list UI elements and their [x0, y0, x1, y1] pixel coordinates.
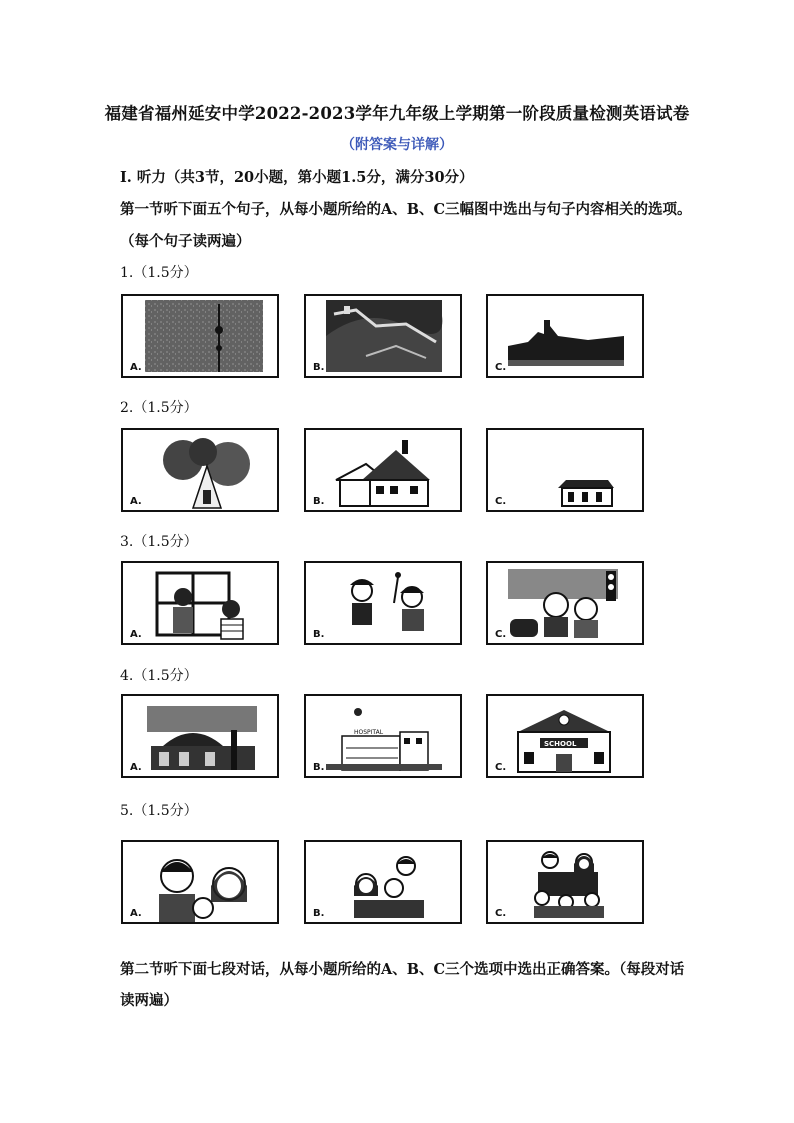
q3-option-c-picture[interactable] [486, 561, 644, 645]
option-c-marker: C. [495, 496, 507, 507]
kids-window-icon [123, 563, 277, 643]
question-3-label: 3.（1.5分） [120, 534, 198, 550]
school-building-icon [488, 696, 642, 776]
q3-option-a-picture[interactable] [121, 561, 279, 645]
option-b-marker: B. [313, 629, 325, 640]
family-group-icon [306, 842, 460, 922]
option-c-marker: C. [495, 362, 507, 373]
q1-option-c-picture[interactable] [486, 294, 644, 378]
option-c-marker: C. [495, 629, 507, 640]
q5-option-b-picture[interactable] [304, 840, 462, 924]
q2-option-a-picture[interactable] [121, 428, 279, 512]
q5-option-c-picture[interactable] [486, 840, 644, 924]
option-c-marker: C. [495, 762, 507, 773]
question-2-label: 2.（1.5分） [120, 400, 198, 416]
option-b-marker: B. [313, 496, 325, 507]
option-a-marker: A. [130, 762, 142, 773]
kids-traffic-light-icon [488, 563, 642, 643]
q4-option-c-picture[interactable] [486, 694, 644, 778]
section1-heading: I. 听力（共3节，20小题，第小题1.5分，满分30分） [120, 169, 474, 186]
section2-instruction-line1: 第二节听下面七段对话，从每小题所给的A、B、C三个选项中选出正确答案。（每段对话 [120, 961, 685, 978]
option-a-marker: A. [130, 496, 142, 507]
option-a-marker: A. [130, 362, 142, 373]
option-b-marker: B. [313, 762, 325, 773]
school-sign: SCHOOL [544, 740, 577, 748]
q5-option-a-picture[interactable] [121, 840, 279, 924]
big-house-icon [306, 430, 460, 510]
big-family-icon [488, 842, 642, 922]
kids-playing-icon [306, 563, 460, 643]
exam-subtitle: （附答案与详解） [341, 137, 453, 153]
q4-option-b-picture[interactable] [304, 694, 462, 778]
q4-option-a-picture[interactable] [121, 694, 279, 778]
section2-instruction-line2: 读两遍） [120, 992, 178, 1009]
family-three-icon [123, 842, 277, 922]
small-house-icon [488, 430, 642, 510]
option-a-marker: A. [130, 629, 142, 640]
tree-house-icon [123, 430, 277, 510]
option-a-marker: A. [130, 908, 142, 919]
city-buildings-icon [123, 696, 277, 776]
option-b-marker: B. [313, 362, 325, 373]
question-1-label: 1.（1.5分） [120, 265, 198, 281]
great-wall-icon [306, 296, 460, 376]
tower-photo-icon [123, 296, 277, 376]
q2-option-c-picture[interactable] [486, 428, 644, 512]
q1-option-a-picture[interactable] [121, 294, 279, 378]
question-5-label: 5.（1.5分） [120, 803, 198, 819]
option-c-marker: C. [495, 908, 507, 919]
pagoda-lake-icon [488, 296, 642, 376]
q1-option-b-picture[interactable] [304, 294, 462, 378]
exam-title: 福建省福州延安中学2022-2023学年九年级上学期第一阶段质量检测英语试卷 [104, 104, 690, 123]
q3-option-b-picture[interactable] [304, 561, 462, 645]
q2-option-b-picture[interactable] [304, 428, 462, 512]
option-b-marker: B. [313, 908, 325, 919]
hospital-sign: HOSPITAL [354, 729, 384, 736]
section1-instruction-line2: （每个句子读两遍） [120, 233, 251, 250]
question-4-label: 4.（1.5分） [120, 668, 198, 684]
hospital-icon [306, 696, 460, 776]
section1-instruction-line1: 第一节听下面五个句子，从每小题所给的A、B、C三幅图中选出与句子内容相关的选项。 [120, 201, 692, 218]
